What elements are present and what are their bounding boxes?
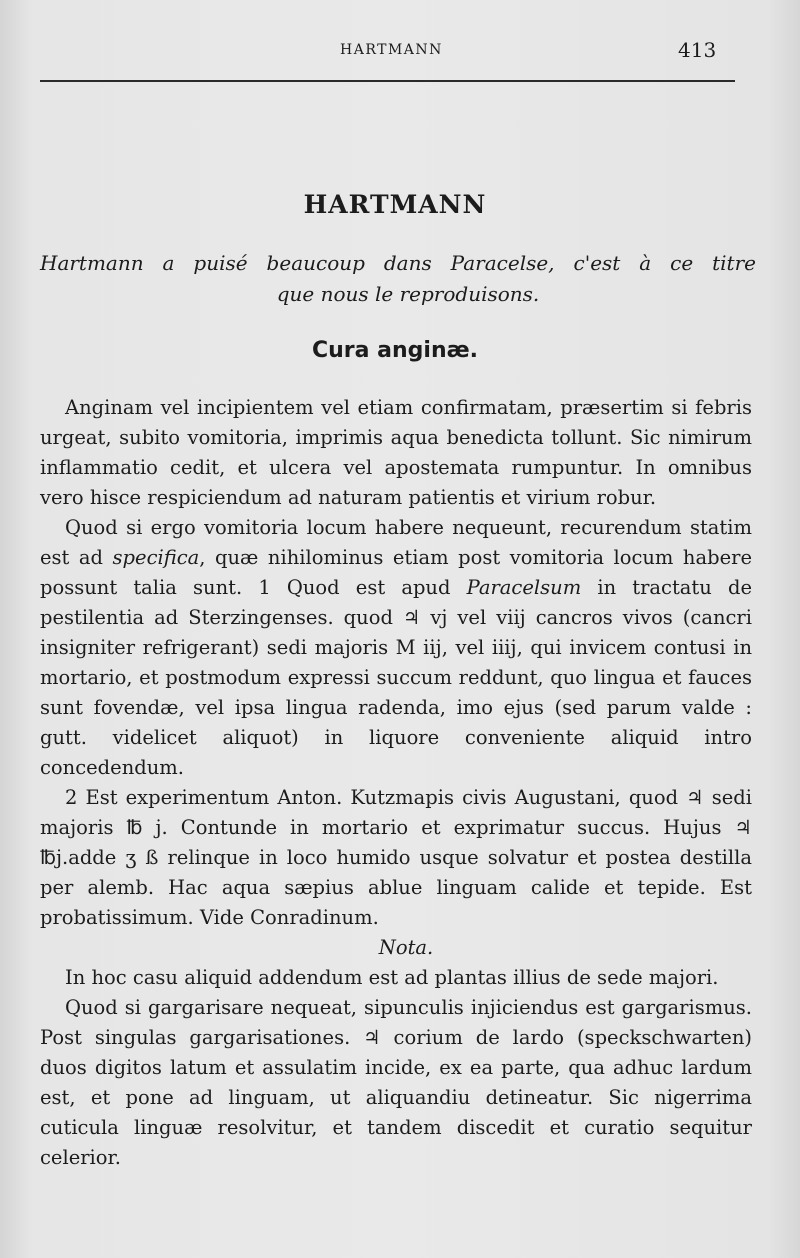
paragraph-2-text-c: , quæ nihilominus etiam post vomitoria locum habere possunt talia sunt. 1 Quod est apud [40, 546, 753, 599]
running-head-title: HARTMANN [340, 42, 443, 58]
header-rule [40, 80, 735, 82]
paragraph-4: In hoc casu aliquid addendum est ad plantas illius de sede majori. [65, 966, 719, 989]
running-head [0, 40, 800, 70]
paragraph-2-text-e: in tractatu de pestilentia ad Sterzingenses. quod ♃ vj vel viij cancros vivos (cancri insigniter refrigerant) sedi majoris M iij, vel iiij, qui invicem contusi in mortario, et postmodum expressi succum reddunt, quo lingua et fauces sunt fovendæ, vel ipsa lingua radenda, imo ejus (sed parum valde : gutt. videlicet aliquot) in liquore conveniente aliquid intro concedendum. [40, 576, 752, 779]
paragraph-2-italic-specifica: specifica [112, 546, 200, 569]
paragraph-1: Anginam vel incipientem vel etiam confirmatam, præsertim si febris urgeat, subito vomitoria, imprimis aqua benedicta tollunt. Sic nimirum inflammatio cedit, et ulcera vel apostemata rumpuntur. In omnibus vero hisce respiciendum ad naturam patientis et virium robur. [40, 396, 752, 509]
chapter-title: HARTMANN [303, 190, 487, 219]
paragraph-2-text-a: Quod si ergo vomitoria locum habere nequeunt, recurendum statim est ad [40, 516, 752, 569]
paragraph-3: 2 Est experimentum Anton. Kutzmapis civis Augustani, quod ♃ sedi majoris ℔ j. Contunde in mortario et exprimatur succus. Hujus ♃ ℔j.adde ʒ ß relinque in loco humido usque solvatur et postea destilla per alemb. Hac aqua sæpius ablue linguam calide et tepide. Est probatissimum. Vide Conradinum. [40, 786, 752, 929]
intro-line-1: Hartmann a puisé beaucoup dans Paracelse, c'est à ce titre [40, 251, 756, 275]
paragraph-5: Quod si gargarisare nequeat, sipunculis injiciendus est gargarismus. Post singulas gargarisationes. ♃ corium de lardo (speckschwarten) duos digitos latum et assulatim incide, ex ea parte, qua adhuc lardum est, et pone ad linguam, ut aliquandiu detineatur. Sic nigerrima cuticula linguæ resolvitur, et tandem discedit et curatio sequitur celerior. [40, 996, 752, 1169]
intro-line-2: que nous le reproduisons. [276, 282, 540, 306]
section-heading: Cura anginæ. [311, 338, 479, 363]
intro-note [40, 248, 756, 310]
nota-heading: Nota. [378, 936, 434, 959]
paragraph-2 [40, 513, 752, 783]
paragraph-2-italic-paracelsum: Paracelsum [466, 576, 582, 599]
page-number: 413 [678, 38, 717, 62]
body-text [40, 393, 752, 1173]
